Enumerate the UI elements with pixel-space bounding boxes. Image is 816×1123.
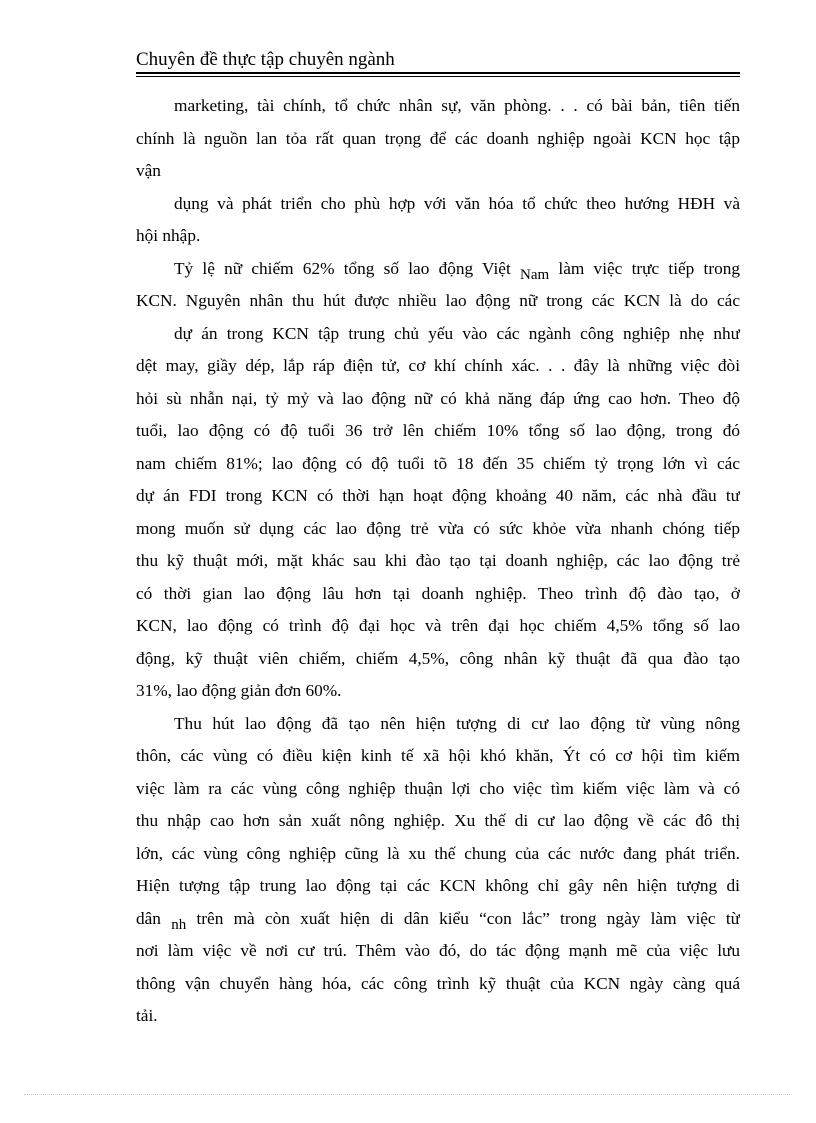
text-line xyxy=(136,253,740,286)
text-line: việc làm ra các vùng công nghiệp thuận lợi cho việc tìm kiếm việc làm và có xyxy=(136,778,740,798)
text-line: KCN. Nguyên nhân thu hút được nhiều lao động nữ trong các KCN là do các xyxy=(136,291,740,310)
text-line: thu kỹ thuật mới, mặt khác sau khi đào tạo tại doanh nghiệp, các lao động trẻ xyxy=(136,551,740,570)
header-title: Chuyên đề thực tập chuyên ngành xyxy=(136,49,395,70)
text-line: có thời gian lao động lâu hơn tại doanh nghiệp. Theo trình độ đào tạo, ở xyxy=(136,583,740,603)
text-line: hội nhập. xyxy=(136,226,201,245)
text-line: thôn, các vùng có điều kiện kinh tế xã hội khó khăn, Ýt có cơ hội tìm kiếm xyxy=(136,746,740,765)
text-fragment: dân xyxy=(136,908,161,928)
text-line: KCN, lao động có trình độ đại học và trên đại học chiếm 4,5% tổng số lao xyxy=(136,616,740,635)
text-line: Thu hút lao động đã tạo nên hiện tượng di cư lao động từ vùng nông xyxy=(174,713,740,733)
text-fragment-subscript: nh xyxy=(171,916,187,933)
text-line: lớn, các vùng công nghiệp cũng là xu thế chung của các nước đang phát triển. xyxy=(136,843,740,863)
text-fragment-subscript: Nam xyxy=(520,266,550,283)
text-line: 31%, lao động giản đơn 60%. xyxy=(136,681,342,700)
text-line: Hiện tượng tập trung lao động tại các KCN không chỉ gây nên hiện tượng di xyxy=(136,876,740,895)
text-line: vận xyxy=(136,161,161,180)
text-line xyxy=(136,903,740,936)
text-line: nơi làm việc về nơi cư trú. Thêm vào đó, do tác động mạnh mẽ của việc lưu xyxy=(136,941,740,960)
text-line: dự án FDI trong KCN có thời hạn hoạt động khoảng 40 năm, các nhà đầu tư xyxy=(136,486,740,505)
text-line: thu nhập cao hơn sản xuất nông nghiệp. Xu thế di cư lao động về các đô thị xyxy=(136,811,740,830)
text-line: nam chiếm 81%; lao động có độ tuổi tõ 18 đến 35 chiếm tỷ trọng lớn vì các xyxy=(136,453,740,473)
text-line: marketing, tài chính, tổ chức nhân sự, văn phòng. . . có bài bản, tiên tiến xyxy=(174,96,740,115)
text-line: dụng và phát triển cho phù hợp với văn hóa tổ chức theo hướng HĐH và xyxy=(174,193,740,213)
text-line: chính là nguồn lan tỏa rất quan trọng để các doanh nghiệp ngoài KCN học tập xyxy=(136,128,740,148)
text-line: thông vận chuyển hàng hóa, các công trình kỹ thuật của KCN ngày càng quá xyxy=(136,973,740,993)
text-line: hỏi sù nhẫn nại, tỷ mỷ và lao động nữ có khả năng đáp ứng cao hơn. Theo độ xyxy=(136,388,740,408)
text-fragment: làm việc trực tiếp trong xyxy=(558,258,740,278)
header-rule-thick xyxy=(136,72,740,74)
page-bottom-dotted-line xyxy=(24,1094,792,1095)
text-fragment: Tỷ lệ nữ chiếm 62% tổng số lao động Việt xyxy=(174,258,511,278)
text-line: dự án trong KCN tập trung chủ yếu vào các ngành công nghiệp nhẹ như xyxy=(174,323,740,343)
text-line: mong muốn sử dụng các lao động trẻ vừa có sức khỏe vừa nhanh chóng tiếp xyxy=(136,518,740,538)
text-line: động, kỹ thuật viên chiếm, chiếm 4,5%, công nhân kỹ thuật đã qua đào tạo xyxy=(136,648,740,668)
body-text xyxy=(136,90,740,1033)
text-line: tuổi, lao động có độ tuổi 36 trở lên chiếm 10% tổng số lao động, trong đó xyxy=(136,421,740,440)
header-rule-thin xyxy=(136,76,740,77)
page-header xyxy=(136,48,740,72)
text-fragment: trên mà còn xuất hiện di dân kiểu “con lắc” trong ngày làm việc từ xyxy=(196,908,740,928)
text-line: dệt may, giầy dép, lắp ráp điện tử, cơ khí chính xác. . . đây là những việc đòi xyxy=(136,356,740,375)
text-line: tải. xyxy=(136,1006,158,1025)
